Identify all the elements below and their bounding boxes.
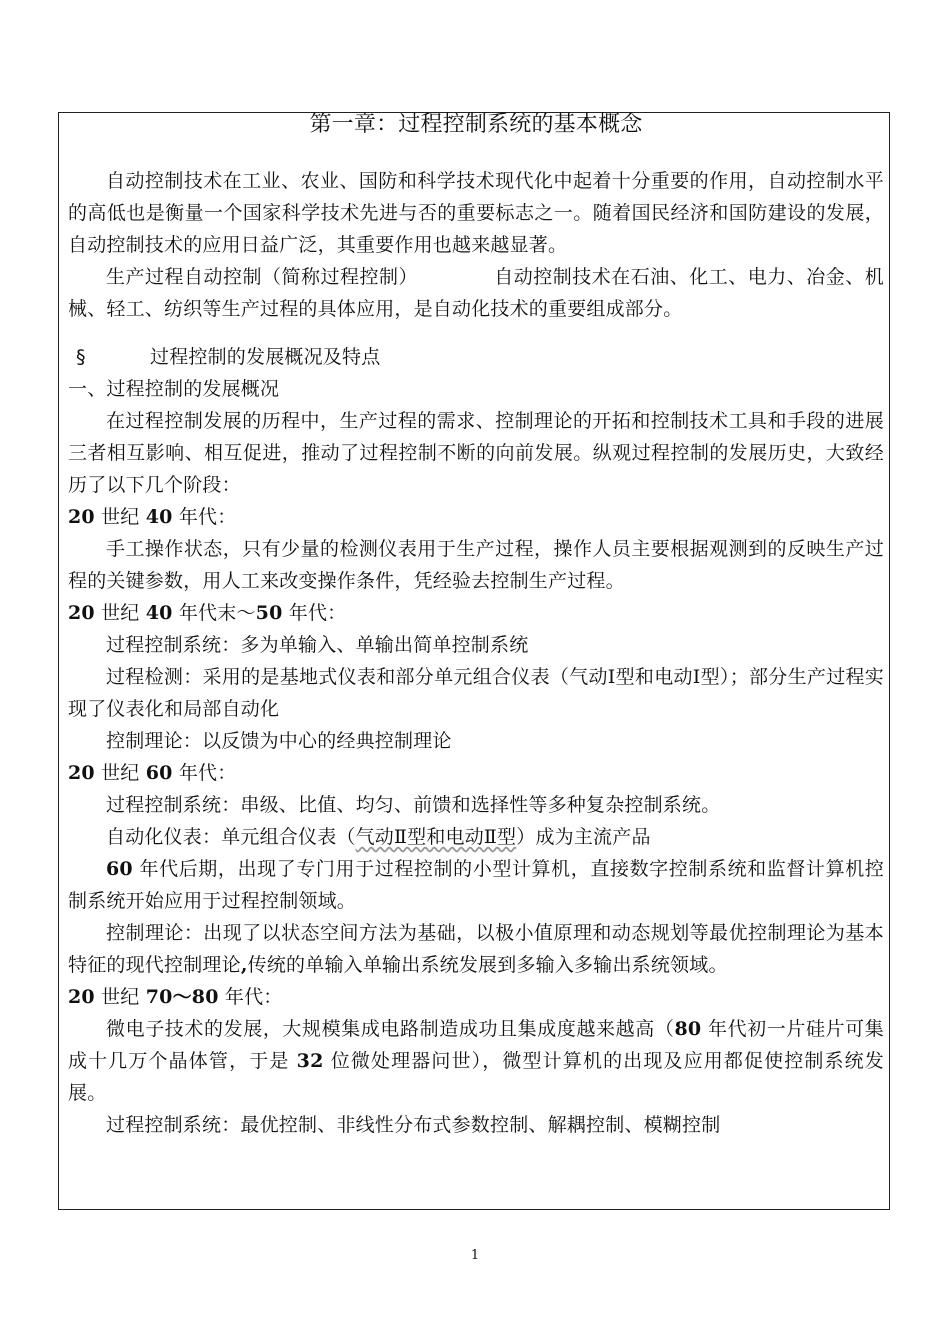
era3-num2: 60 (145, 762, 173, 784)
era2-num2: 40 (145, 602, 173, 624)
era4-num1: 20 (68, 986, 95, 1008)
era4-p1-num2: 32 (296, 1050, 324, 1072)
subsection-heading: 一、过程控制的发展概况 (68, 378, 280, 400)
era3-paragraph-1: 过程控制系统：串级、比值、均匀、前馈和选择性等多种复杂控制系统。 (106, 794, 721, 816)
era2-text2: 年代末～ (178, 602, 256, 624)
intro-p2-lead: 生产过程自动控制（简称过程控制） (106, 266, 418, 288)
era3-heading (68, 757, 884, 789)
era1-heading (68, 501, 884, 533)
era4-p1-rest: 位微处理器问世），微型计算机的出现及应用都促使控制系统发展。 (68, 1050, 885, 1104)
intro-p2-rest: 自动控制技术在石油、化工、电力、冶金、机械、轻工、纺织等生产过程的具体应用，是自动化技术的重要组成部分。 (68, 266, 884, 320)
era3-p3-num: 60 (106, 858, 133, 880)
era2-num1: 20 (68, 602, 95, 624)
era3-p4-comma: , (240, 954, 248, 976)
era4-p1-num1: 80 (674, 1018, 702, 1040)
overview-paragraph: 在过程控制发展的历程中，生产过程的需求、控制理论的开拓和控制技术工具和手段的进展三者相互影响、相互促进，推动了过程控制不断的向前发展。纵观过程控制的发展历史，大致经历了以下几个阶段： (68, 410, 884, 496)
section-heading-text: 过程控制的发展概况及特点 (150, 346, 381, 368)
era4-paragraph-1 (68, 1013, 884, 1109)
era1-text1: 世纪 (101, 506, 140, 528)
era3-p2-lead: 自动化仪表：单元组合仪表（ (106, 826, 356, 848)
era3-paragraph-2 (68, 821, 884, 853)
era2-paragraph-2: 过程检测：采用的是基地式仪表和部分单元组合仪表（气动Ⅰ型和电动Ⅰ型）；部分生产过程实现了仪表化和局部自动化 (68, 666, 884, 720)
era3-p3-text: 年代后期，出现了专门用于过程控制的小型计算机，直接数字控制系统和监督计算机控制系统开始应用于过程控制领域。 (68, 858, 884, 912)
era4-num2: 70～80 (145, 986, 219, 1008)
era3-paragraph-4 (68, 917, 884, 981)
section-heading (68, 341, 884, 373)
era2-paragraph-3: 控制理论：以反馈为中心的经典控制理论 (106, 730, 452, 752)
era4-heading (68, 981, 884, 1013)
era2-text3: 年代： (288, 602, 347, 624)
section-mark: § (76, 346, 86, 368)
era2-text1: 世纪 (101, 602, 140, 624)
era1-num1: 20 (68, 506, 95, 528)
page-number: 1 (470, 1248, 480, 1263)
era3-text1: 世纪 (101, 762, 140, 784)
era1-paragraph: 手工操作状态，只有少量的检测仪表用于生产过程，操作人员主要根据观测到的反映生产过程的关键参数，用人工来改变操作条件，凭经验去控制生产过程。 (68, 538, 884, 592)
intro-paragraph-2 (68, 261, 884, 325)
era4-text2: 年代： (224, 986, 283, 1008)
era3-num1: 20 (68, 762, 95, 784)
era3-p4-lead: 控制理论：出现了以状态空间方法为基础，以极小值原理和动态规划等最优控制理论为基本特征的现代控制理论 (68, 922, 884, 976)
era3-p2-rest: ）成为主流产品 (516, 826, 651, 848)
intro-paragraph-1: 自动控制技术在工业、农业、国防和科学技术现代化中起着十分重要的作用，自动控制水平的高低也是衡量一个国家科学技术先进与否的重要标志之一。随着国民经济和国防建设的发展，自动控制技术的应用日益广泛，其重要作用也越来越显著。 (68, 170, 884, 256)
era3-text2: 年代： (178, 762, 237, 784)
era4-p1-mid: 年代初一片硅片可集成十几万个晶体管，于是 (68, 1018, 884, 1072)
era2-num3: 50 (255, 602, 283, 624)
era3-paragraph-3 (68, 853, 884, 917)
chapter-title: 第一章：过程控制系统的基本概念 (309, 112, 643, 137)
era3-p2-underlined: 气动Ⅱ型和电动Ⅱ型 (355, 826, 517, 848)
era3-p4-rest: 传统的单输入单输出系统发展到多输入多输出系统领域。 (247, 954, 728, 976)
document-body (68, 109, 884, 1141)
era4-paragraph-2: 过程控制系统：最优控制、非线性分布式参数控制、解耦控制、模糊控制 (106, 1114, 721, 1136)
era4-p1-lead: 微电子技术的发展，大规模集成电路制造成功且集成度越来越高（ (106, 1018, 675, 1040)
era2-heading (68, 597, 884, 629)
era2-paragraph-1: 过程控制系统：多为单输入、单输出简单控制系统 (106, 634, 529, 656)
era1-text2: 年代： (178, 506, 237, 528)
era1-num2: 40 (145, 506, 173, 528)
era4-text1: 世纪 (101, 986, 140, 1008)
